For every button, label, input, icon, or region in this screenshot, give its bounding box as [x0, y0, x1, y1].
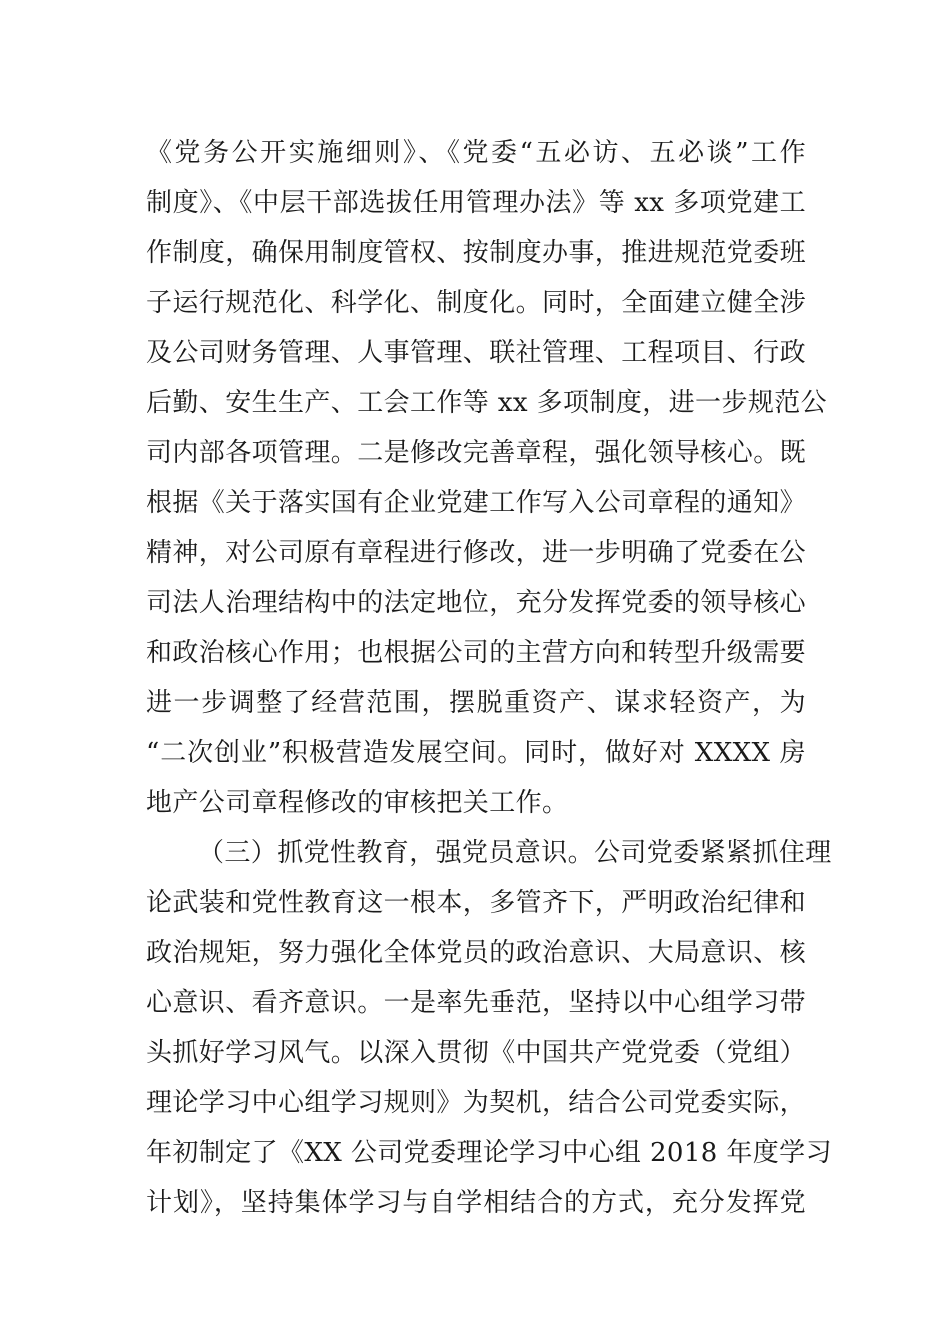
text-line: 《党务公开实施细则》、《党委“五必访、五必谈”工作: [146, 138, 806, 168]
text-line: 司法人治理结构中的法定地位，充分发挥党委的领导核心: [146, 588, 807, 618]
text-line: 作制度，确保用制度管权、按制度办事，推进规范党委班: [146, 238, 807, 268]
text-line: 进一步调整了经营范围，摆脱重资产、谋求轻资产，为: [146, 688, 806, 718]
text-line: 后勤、安生生产、工会工作等 xx 多项制度，进一步规范公: [146, 388, 828, 418]
text-line: 根据《关于落实国有企业党建工作写入公司章程的通知》: [146, 488, 807, 518]
text-line: 计划》，坚持集体学习与自学相结合的方式，充分发挥党: [146, 1188, 806, 1218]
text-line: 司内部各项管理。二是修改完善章程，强化领导核心。既: [146, 438, 807, 468]
text-line: 理论学习中心组学习规则》为契机，结合公司党委实际，: [146, 1088, 807, 1118]
text-line: 精神，对公司原有章程进行修改，进一步明确了党委在公: [146, 538, 807, 568]
text-line: 制度》、《中层干部选拔任用管理办法》等 xx 多项党建工: [146, 188, 806, 218]
body-text: [146, 128, 832, 1228]
text-line: 年初制定了《XX 公司党委理论学习中心组 2018 年度学习: [146, 1138, 832, 1168]
text-line: 头抓好学习风气。以深入贯彻《中国共产党党委（党组）: [146, 1038, 807, 1068]
text-line: 和政治核心作用；也根据公司的主营方向和转型升级需要: [146, 638, 807, 668]
text-line: 及公司财务管理、人事管理、联社管理、工程项目、行政: [146, 338, 807, 368]
text-line: “二次创业”积极营造发展空间。同时，做好对 XXXX 房: [146, 738, 806, 768]
text-line: 论武装和党性教育这一根本，多管齐下，严明政治纪律和: [146, 888, 807, 918]
text-line: 心意识、看齐意识。一是率先垂范，坚持以中心组学习带: [146, 988, 807, 1018]
text-line: 子运行规范化、科学化、制度化。同时，全面建立健全涉: [146, 288, 807, 318]
text-line: （三）抓党性教育，强党员意识。公司党委紧紧抓住理: [198, 838, 832, 868]
text-line: 地产公司章程修改的审核把关工作。: [146, 788, 569, 818]
text-line: 政治规矩，努力强化全体党员的政治意识、大局意识、核: [146, 938, 807, 968]
